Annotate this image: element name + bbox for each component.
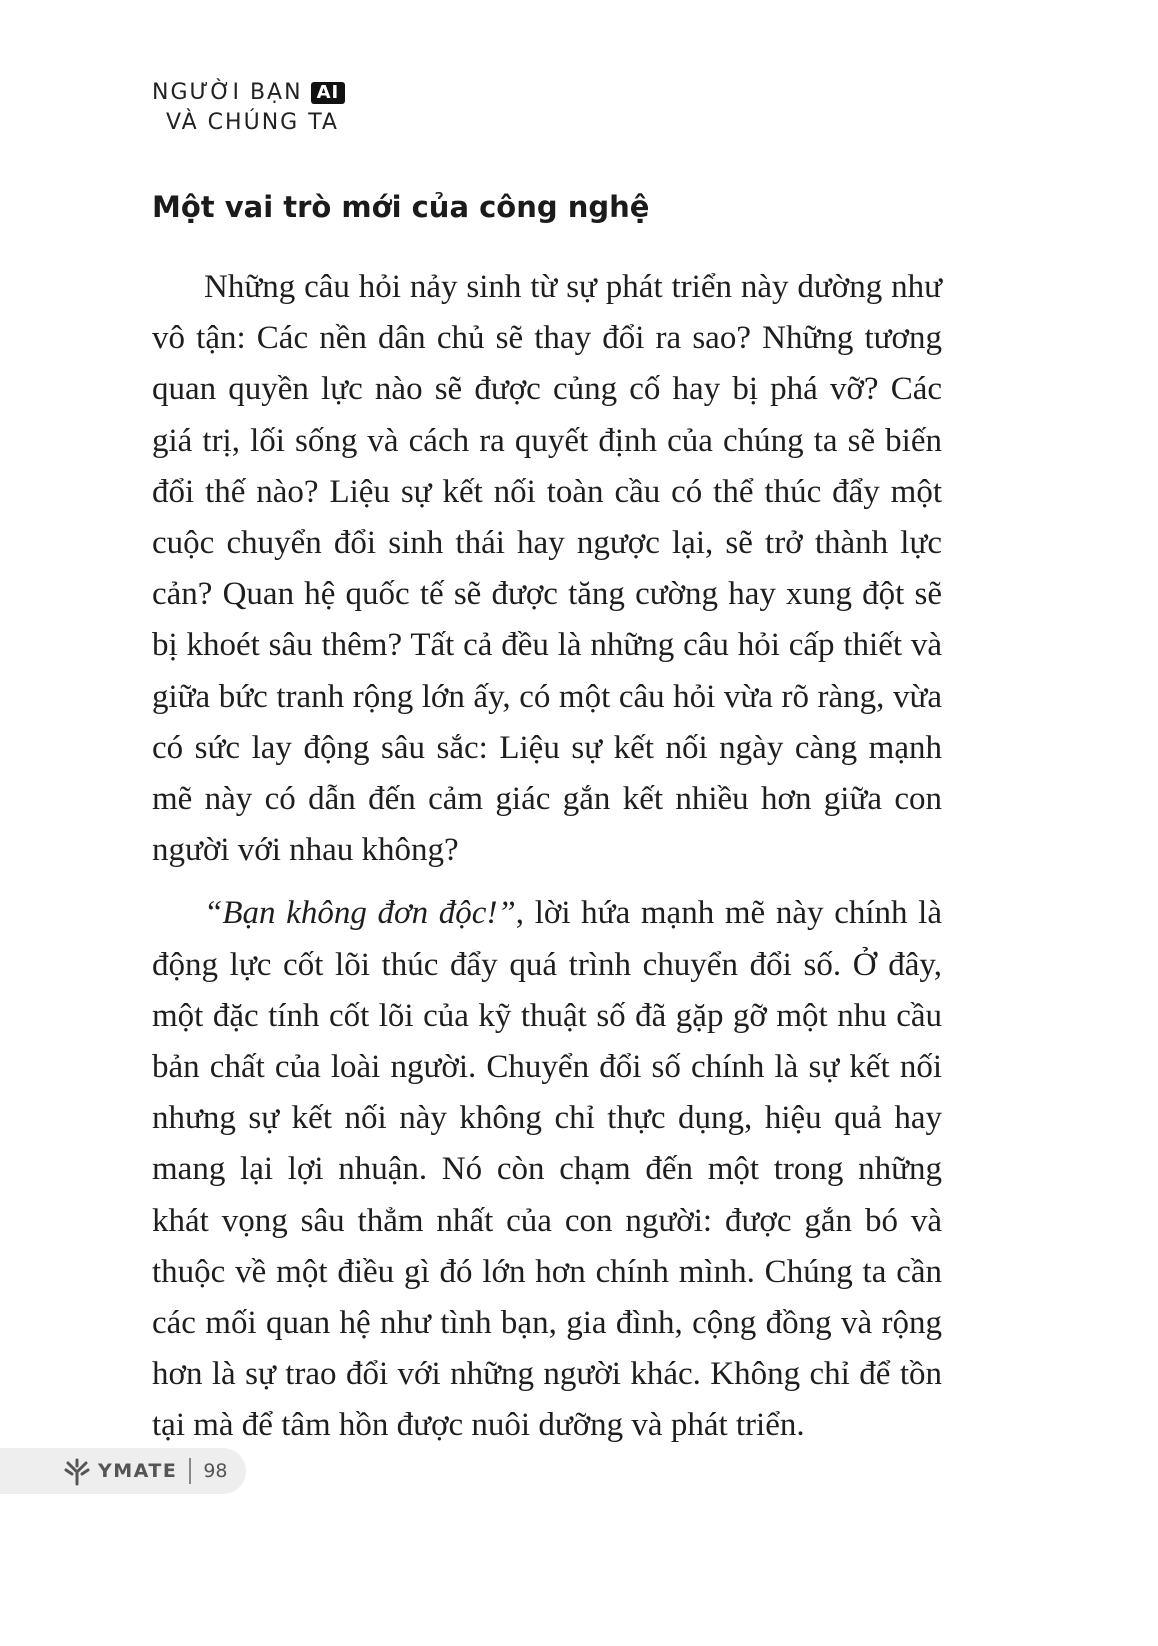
section-title: Một vai trò mới của công nghệ: [152, 190, 650, 224]
paragraph-1: Những câu hỏi nảy sinh từ sự phát triển này dường như vô tận: Các nền dân chủ sẽ thay đổi ra sao? Những tương quan quyền lực nào sẽ được củng cố hay bị phá vỡ? Các giá trị, lối sống và cách ra quyết định của chúng ta sẽ biến đổi thế nào? Liệu sự kết nối toàn cầu có thể thúc đẩy một cuộc chuyển đổi sinh thái hay ngược lại, sẽ trở thành lực cản? Quan hệ quốc tế sẽ được tăng cường hay xung đột sẽ bị khoét sâu thêm? Tất cả đều là những câu hỏi cấp thiết và giữa bức tranh rộng lớn ấy, có một câu hỏi vừa rõ ràng, vừa có sức lay động sâu sắc: Liệu sự kết nối ngày càng mạnh mẽ này có dẫn đến cảm giác gắn kết nhiều hơn giữa con người với nhau không?: [152, 269, 942, 869]
body-text: [152, 262, 942, 1464]
book-header: [152, 78, 345, 138]
page-footer: [0, 1448, 246, 1494]
page-number: 98: [203, 1460, 228, 1482]
brand-name: YMATE: [98, 1460, 178, 1482]
header-line-2: [152, 108, 345, 138]
ymate-logo-icon: [62, 1456, 92, 1486]
quote-text: “Bạn không đơn độc!”: [204, 895, 516, 932]
header-line-1: [152, 78, 345, 108]
paragraph-2-text: , lời hứa mạnh mẽ này chính là động lực cốt lõi thúc đẩy quá trình chuyển đổi số. Ở đây, một đặc tính cốt lõi của kỹ thuật số đã gặp gỡ một nhu cầu bản chất của loài người. Chuyển đổi số chính là sự kết nối nhưng sự kết nối này không chỉ thực dụng, hiệu quả hay mang lại lợi nhuận. Nó còn chạm đến một trong những khát vọng sâu thẳm nhất của con người: được gắn bó và thuộc về một điều gì đó lớn hơn chính mình. Chúng ta cần các mối quan hệ như tình bạn, gia đình, cộng đồng và rộng hơn là sự trao đổi với những người khác. Không chỉ để tồn tại mà để tâm hồn được nuôi dưỡng và phát triển.: [152, 895, 943, 1444]
header-title-part1: NGƯỜI BẠN: [152, 80, 303, 105]
ai-badge: AI: [311, 82, 346, 104]
paragraph-2: [152, 888, 942, 1451]
header-title-part2: VÀ CHÚNG TA: [166, 110, 339, 135]
footer-divider: [189, 1458, 191, 1484]
